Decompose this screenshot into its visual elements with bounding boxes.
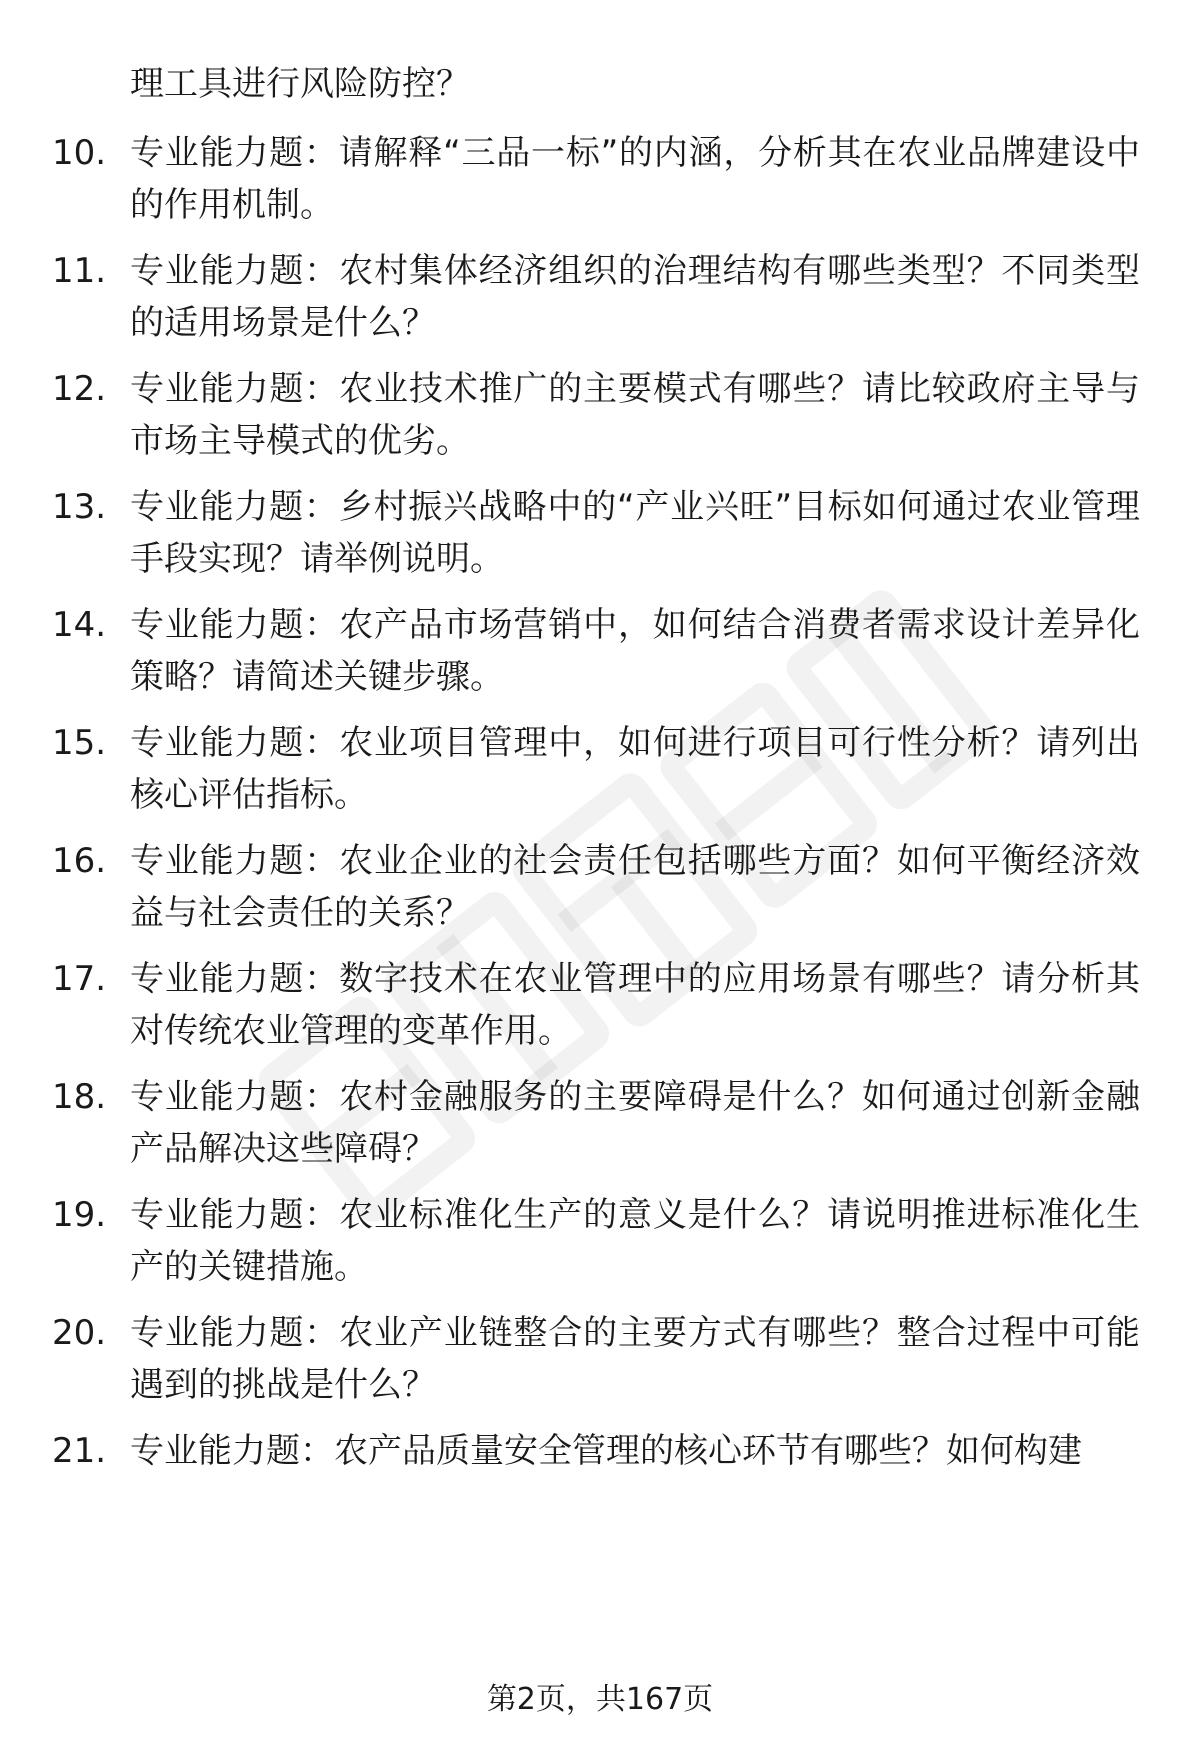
question-text: 专业能力题：请解释“三品一标”的内涵，分析其在农业品牌建设中的作用机制。 bbox=[130, 133, 1140, 225]
question-text: 专业能力题：农业标准化生产的意义是什么？请说明推进标准化生产的关键措施。 bbox=[130, 1195, 1140, 1287]
question-text: 专业能力题：数字技术在农业管理中的应用场景有哪些？请分析其对传统农业管理的变革作用。 bbox=[130, 959, 1140, 1051]
question-number: 10. bbox=[52, 133, 107, 173]
question-number: 20. bbox=[52, 1313, 107, 1353]
question-number: 11. bbox=[52, 251, 107, 291]
question-number: 16. bbox=[52, 841, 107, 881]
question-number: 18. bbox=[52, 1077, 107, 1117]
question-number: 17. bbox=[52, 959, 107, 999]
continued-text: 理工具进行风险防控？ bbox=[130, 64, 470, 104]
question-text: 专业能力题：农产品质量安全管理的核心环节有哪些？如何构建 bbox=[130, 1431, 1082, 1471]
question-text: 专业能力题：农业技术推广的主要模式有哪些？请比较政府主导与市场主导模式的优劣。 bbox=[130, 369, 1140, 461]
question-number: 19. bbox=[52, 1195, 107, 1235]
question-number: 12. bbox=[52, 369, 107, 409]
page-footer: 第2页，共167页 bbox=[486, 1682, 714, 1717]
question-text: 专业能力题：农村金融服务的主要障碍是什么？如何通过创新金融产品解决这些障碍？ bbox=[130, 1077, 1140, 1169]
question-text: 专业能力题：农业产业链整合的主要方式有哪些？整合过程中可能遇到的挑战是什么？ bbox=[130, 1313, 1140, 1405]
question-number: 13. bbox=[52, 487, 107, 527]
question-text: 专业能力题：农业项目管理中，如何进行项目可行性分析？请列出核心评估指标。 bbox=[130, 723, 1140, 815]
question-text: 专业能力题：乡村振兴战略中的“产业兴旺”目标如何通过农业管理手段实现？请举例说明。 bbox=[130, 487, 1140, 579]
question-number: 21. bbox=[52, 1431, 107, 1471]
question-text: 专业能力题：农业企业的社会责任包括哪些方面？如何平衡经济效益与社会责任的关系？ bbox=[130, 841, 1140, 933]
question-text: 专业能力题：农产品市场营销中，如何结合消费者需求设计差异化策略？请简述关键步骤。 bbox=[130, 605, 1140, 697]
question-text: 专业能力题：农村集体经济组织的治理结构有哪些类型？不同类型的适用场景是什么？ bbox=[130, 251, 1140, 343]
question-number: 14. bbox=[52, 605, 107, 645]
question-number: 15. bbox=[52, 723, 107, 763]
